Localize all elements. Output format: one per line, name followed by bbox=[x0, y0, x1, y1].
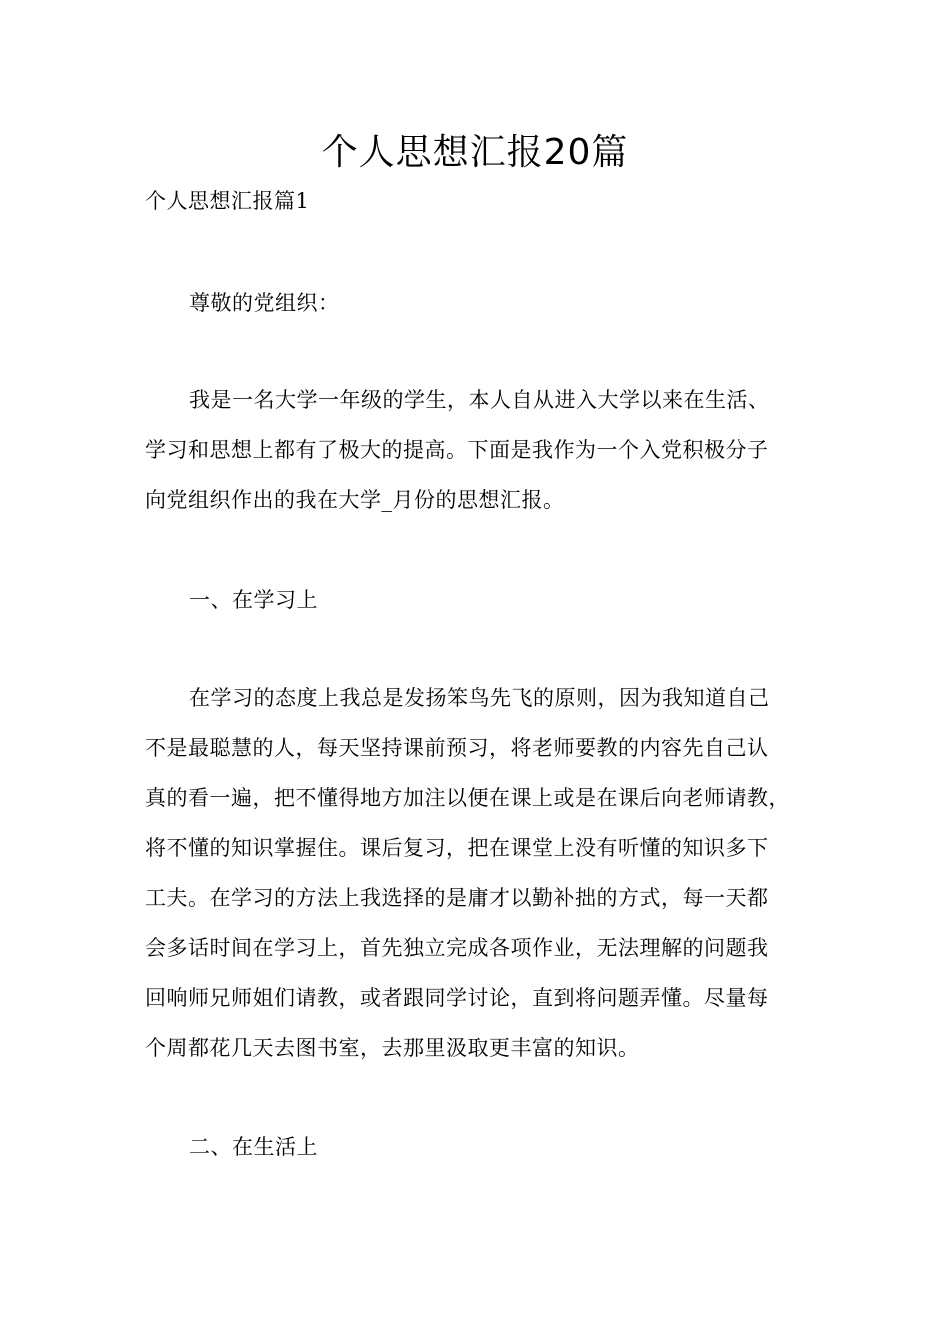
salutation: 尊敬的党组织： bbox=[189, 291, 340, 315]
subheading-life: 二、在生活上 bbox=[189, 1135, 318, 1159]
paragraph-line: 将不懂的知识掌握住。课后复习，把在课堂上没有听懂的知识多下 bbox=[145, 836, 769, 860]
paragraph-line: 在学习的态度上我总是发扬笨鸟先飞的原则，因为我知道自己 bbox=[189, 686, 770, 710]
paragraph-line: 回响师兄师姐们请教，或者跟同学讨论，直到将问题弄懂。尽量每 bbox=[145, 986, 769, 1010]
paragraph-line: 真的看一遍，把不懂得地方加注以便在课上或是在课后向老师请教， bbox=[145, 786, 790, 810]
document-title: 个人思想汇报20篇 bbox=[321, 132, 629, 173]
paragraph-line: 个周都花几天去图书室，去那里汲取更丰富的知识。 bbox=[145, 1036, 640, 1060]
paragraph-line: 会多话时间在学习上，首先独立完成各项作业，无法理解的问题我 bbox=[145, 936, 769, 960]
paragraph-line: 学习和思想上都有了极大的提高。下面是我作为一个入党积极分子 bbox=[145, 438, 769, 462]
paragraph-line: 我是一名大学一年级的学生，本人自从进入大学以来在生活、 bbox=[189, 388, 770, 412]
paragraph-line: 向党组织作出的我在大学_月份的思想汇报。 bbox=[145, 488, 565, 512]
section-heading: 个人思想汇报篇1 bbox=[145, 189, 310, 213]
paragraph-line: 工夫。在学习的方法上我选择的是庸才以勤补拙的方式，每一天都 bbox=[145, 886, 769, 910]
subheading-study: 一、在学习上 bbox=[189, 588, 318, 612]
paragraph-line: 不是最聪慧的人，每天坚持课前预习，将老师要教的内容先自己认 bbox=[145, 736, 769, 760]
